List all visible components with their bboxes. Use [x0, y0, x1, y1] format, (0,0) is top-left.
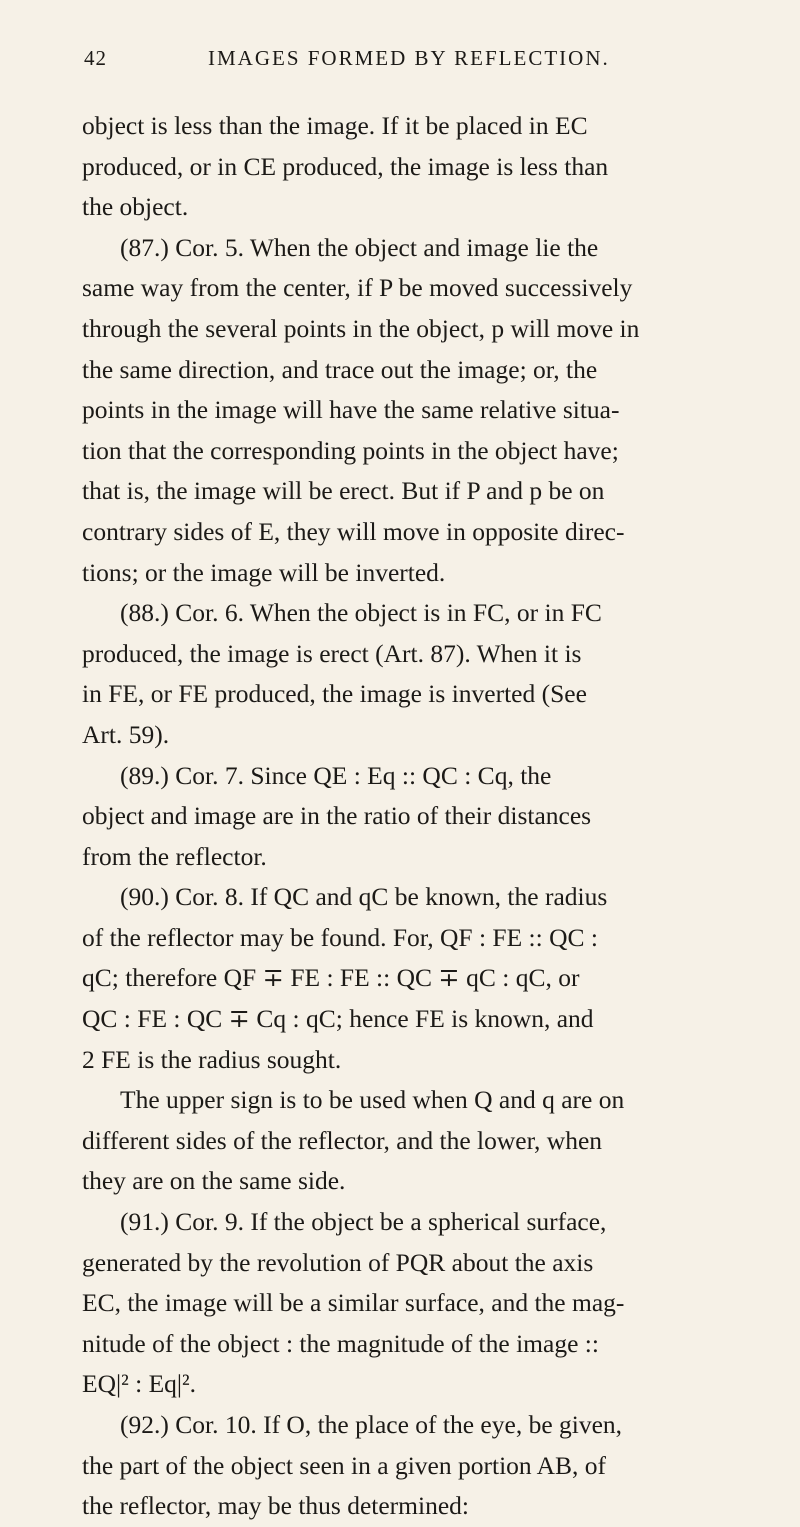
text-line: same way from the center, if P be moved successively	[82, 273, 633, 303]
text-line: tion that the corresponding points in the object have;	[82, 435, 619, 465]
text-line: Art. 59).	[82, 719, 170, 749]
page-number: 42	[84, 46, 107, 70]
text-line: EC, the image will be a similar surface, and the mag-	[82, 1288, 625, 1318]
text-line: 2 FE is the radius sought.	[82, 1044, 342, 1074]
text-line: (91.) Cor. 9. If the object be a spherical surface,	[120, 1207, 607, 1237]
text-line: that is, the image will be erect. But if P and p be on	[82, 476, 605, 506]
text-line: (87.) Cor. 5. When the object and image lie the	[120, 232, 599, 262]
text-line: of the reflector may be found. For, QF : FE :: QC :	[82, 922, 598, 952]
text-line: (89.) Cor. 7. Since QE : Eq :: QC : Cq, the	[120, 760, 552, 790]
text-line: The upper sign is to be used when Q and q are on	[120, 1085, 625, 1115]
text-line: (92.) Cor. 10. If O, the place of the eye, be given,	[120, 1410, 623, 1439]
text-line: the same direction, and trace out the image; or, the	[82, 354, 598, 384]
text-line: qC; therefore QF ∓ FE : FE :: QC ∓ qC : qC, or	[82, 963, 580, 993]
text-line: the object.	[82, 192, 189, 222]
text-line: object is less than the image. If it be placed in EC	[82, 111, 588, 140]
text-line: in FE, or FE produced, the image is inverted (See	[82, 679, 587, 709]
text-line: through the several points in the object, p will move in	[82, 313, 640, 343]
text-line: produced, or in CE produced, the image is less than	[82, 151, 609, 181]
text-line: (90.) Cor. 8. If QC and qC be known, the radius	[120, 882, 608, 912]
text-line: object and image are in the ratio of their distances	[82, 801, 592, 831]
text-line: EQ|² : Eq|².	[82, 1369, 197, 1399]
body-text	[82, 106, 732, 1527]
text-line: (88.) Cor. 6. When the object is in FC, or in FC	[120, 598, 602, 628]
text-line: the reflector, may be thus determined:	[82, 1491, 469, 1521]
text-line: tions; or the image will be inverted.	[82, 557, 446, 587]
running-title: IMAGES FORMED BY REFLECTION.	[208, 46, 610, 70]
text-line: nitude of the object : the magnitude of the image ::	[82, 1328, 599, 1358]
text-line: generated by the revolution of PQR about the axis	[82, 1247, 594, 1277]
text-line: points in the image will have the same relative situa-	[82, 395, 620, 425]
text-line: the part of the object seen in a given portion AB, of	[82, 1450, 607, 1480]
text-line: contrary sides of E, they will move in opposite direc-	[82, 516, 625, 546]
text-line: different sides of the reflector, and the lower, when	[82, 1125, 603, 1155]
text-line: from the reflector.	[82, 841, 267, 871]
text-line: QC : FE : QC ∓ Cq : qC; hence FE is known, and	[82, 1004, 594, 1034]
text-line: they are on the same side.	[82, 1166, 346, 1196]
text-line: produced, the image is erect (Art. 87). When it is	[82, 638, 582, 668]
